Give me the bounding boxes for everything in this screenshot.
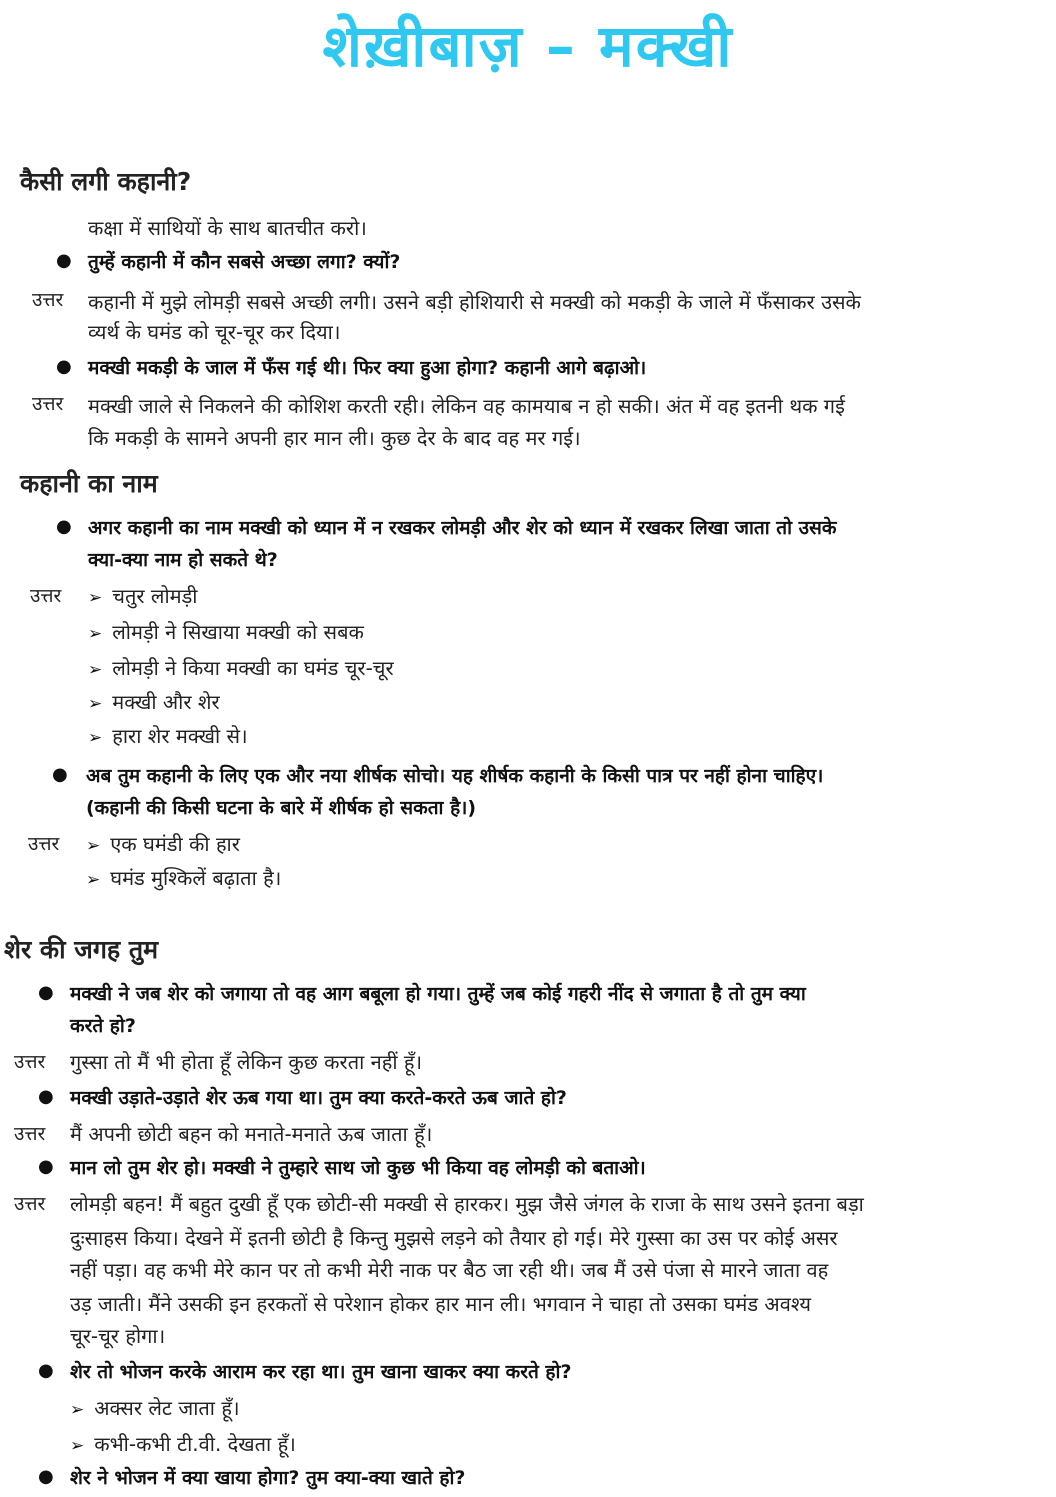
answer-line: मैं अपनी छोटी बहन को मनाते-मनाते ऊब जाता हूँ। — [70, 1122, 433, 1146]
question: क्या-क्या नाम हो सकते थे? — [88, 549, 278, 571]
question: मक्खी उड़ाते-उड़ाते शेर ऊब गया था। तुम क्या करते-करते ऊब जाते हो? — [70, 1087, 567, 1109]
answer-line: दुःसाहस किया। देखने में इतनी छोटी है किन्तु मुझसे लड़ने को तैयार हो गई। मेरे गुस्सा का उस पर कोई असर — [70, 1226, 838, 1250]
arrow-bullet-icon: ➢ — [70, 1400, 85, 1420]
section-intro: कक्षा में साथियों के साथ बातचीत करो। — [88, 216, 367, 240]
question: मक्खी मकड़ी के जाल में फँस गई थी। फिर क्या हुआ होगा? कहानी आगे बढ़ाओ। — [88, 357, 647, 379]
arrow-bullet-icon: ➢ — [88, 624, 103, 644]
bullet-icon: ● — [56, 516, 72, 537]
answer-label: उत्तर — [14, 1123, 46, 1145]
answer-item: ➢ एक घमंडी की हार — [86, 832, 240, 856]
bullet-icon: ● — [56, 356, 72, 377]
page-title: शेख़ीबाज़ – मक्खी — [322, 12, 734, 80]
arrow-bullet-icon: ➢ — [88, 728, 103, 748]
answer-line: नहीं पड़ा। वह कभी मेरे कान पर तो कभी मेरी नाक पर बैठ जा रही थी। जब मैं उसे पंजा से मारने जाता वह — [70, 1258, 829, 1282]
section-heading-you-in-place-of-lion: शेर की जगह तुम — [4, 935, 159, 964]
arrow-bullet-icon: ➢ — [88, 660, 103, 680]
bullet-icon: ● — [38, 1466, 54, 1487]
answer-item: ➢ चतुर लोमड़ी — [88, 584, 198, 608]
answer-line: लोमड़ी बहन! मैं बहुत दुखी हूँ एक छोटी-सी मक्खी से हारकर। मुझ जैसे जंगल के राजा के साथ उसने इतना बड़ा — [70, 1192, 864, 1216]
answer-line: मक्खी जाले से निकलने की कोशिश करती रही। लेकिन वह कामयाब न हो सकी। अंत में वह इतनी थक गई — [88, 394, 845, 418]
answer-line: कि मकड़ी के सामने अपनी हार मान ली। कुछ देर के बाद वह मर गई। — [88, 426, 581, 450]
answer-label: उत्तर — [28, 833, 60, 855]
question: शेर तो भोजन करके आराम कर रहा था। तुम खाना खाकर क्या करते हो? — [70, 1361, 572, 1383]
question: मक्खी ने जब शेर को जगाया तो वह आग बबूला हो गया। तुम्हें जब कोई गहरी नींद से जगाता है तो तुम क्या — [70, 983, 806, 1005]
answer-line: कहानी में मुझे लोमड़ी सबसे अच्छी लगी। उसने बड़ी होशियारी से मक्खी को मकड़ी के जाले में फँसाकर उसके — [88, 290, 861, 314]
question: अब तुम कहानी के लिए एक और नया शीर्षक सोचो। यह शीर्षक कहानी के किसी पात्र पर नहीं होना चाहिए। — [86, 765, 824, 787]
answer-item: ➢ कभी-कभी टी.वी. देखता हूँ। — [70, 1432, 296, 1456]
question: शेर ने भोजन में क्या खाया होगा? तुम क्या-क्या खाते हो? — [70, 1467, 466, 1489]
section-heading-how-was-story: कैसी लगी कहानी? — [20, 167, 192, 196]
answer-label: उत्तर — [30, 585, 62, 607]
section-heading-story-name: कहानी का नाम — [20, 469, 158, 498]
arrow-bullet-icon: ➢ — [86, 836, 101, 856]
bullet-icon: ● — [38, 1360, 54, 1381]
answer-item: ➢ मक्खी और शेर — [88, 690, 220, 714]
answer-label: उत्तर — [32, 393, 64, 415]
answer-line: व्यर्थ के घमंड को चूर-चूर कर दिया। — [88, 320, 341, 344]
question: करते हो? — [70, 1015, 136, 1037]
answer-item: ➢ अक्सर लेट जाता हूँ। — [70, 1396, 240, 1420]
bullet-icon: ● — [38, 982, 54, 1003]
answer-item: ➢ घमंड मुश्किलें बढ़ाता है। — [86, 866, 282, 890]
answer-label: उत्तर — [14, 1193, 46, 1215]
answer-label: उत्तर — [14, 1051, 46, 1073]
arrow-bullet-icon: ➢ — [88, 694, 103, 714]
bullet-icon: ● — [38, 1086, 54, 1107]
bullet-icon: ● — [56, 250, 72, 271]
answer-item: ➢ लोमड़ी ने सिखाया मक्खी को सबक — [88, 620, 364, 644]
answer-item: ➢ हारा शेर मक्खी से। — [88, 724, 248, 748]
bullet-icon: ● — [52, 764, 68, 785]
arrow-bullet-icon: ➢ — [88, 588, 103, 608]
question: (कहानी की किसी घटना के बारे में शीर्षक हो सकता है।) — [86, 797, 477, 819]
answer-line: उड़ जाती। मैंने उसकी इन हरकतों से परेशान होकर हार मान ली। भगवान ने चाहा तो उसका घमंड अवश्य — [70, 1292, 811, 1316]
question: तुम्हें कहानी में कौन सबसे अच्छा लगा? क्यों? — [88, 251, 401, 273]
question: मान लो तुम शेर हो। मक्खी ने तुम्हारे साथ जो कुछ भी किया वह लोमड़ी को बताओ। — [70, 1157, 646, 1179]
arrow-bullet-icon: ➢ — [70, 1436, 85, 1456]
answer-line: चूर-चूर होगा। — [70, 1324, 166, 1348]
question: अगर कहानी का नाम मक्खी को ध्यान में न रखकर लोमड़ी और शेर को ध्यान में रखकर लिखा जाता तो उसके — [88, 517, 837, 539]
answer-item: ➢ लोमड़ी ने किया मक्खी का घमंड चूर-चूर — [88, 656, 394, 680]
answer-label: उत्तर — [32, 289, 64, 311]
arrow-bullet-icon: ➢ — [86, 870, 101, 890]
answer-line: गुस्सा तो मैं भी होता हूँ लेकिन कुछ करता नहीं हूँ। — [70, 1050, 423, 1074]
bullet-icon: ● — [38, 1156, 54, 1177]
